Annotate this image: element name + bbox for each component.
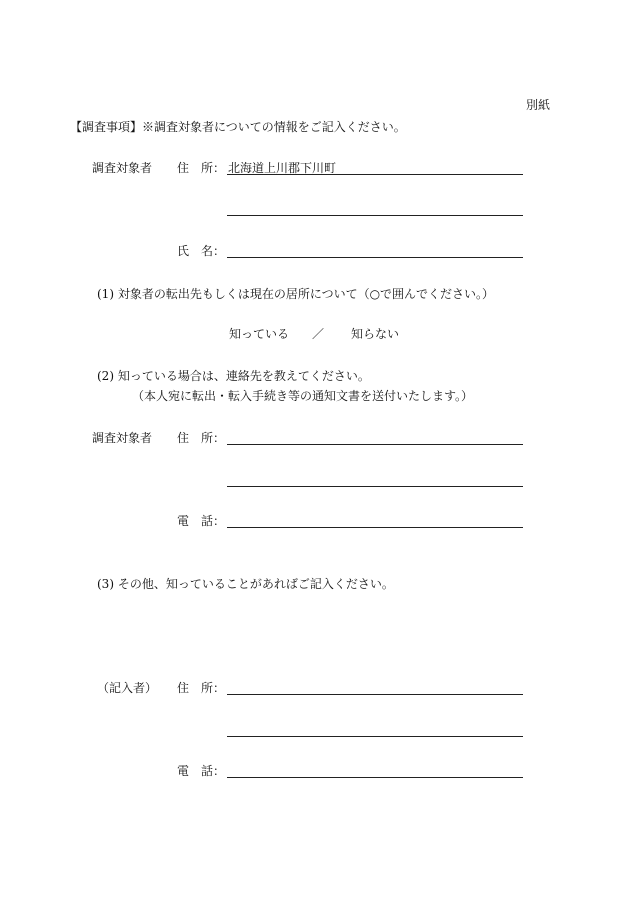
contact-address-line-2[interactable]: [227, 486, 523, 487]
option-know[interactable]: 知っている: [229, 327, 290, 341]
question-2: (2) 知っている場合は、連絡先を教えてください。: [97, 369, 370, 383]
writer-address-line-1[interactable]: [227, 694, 523, 695]
question-3: (3) その他、知っていることがあればご記入ください。: [97, 577, 394, 591]
subject-address-line-2[interactable]: [227, 215, 523, 216]
subject-address-value[interactable]: 北海道上川郡下川町: [228, 161, 337, 175]
writer-phone-label: 電 話：: [177, 764, 226, 778]
subject-name-line[interactable]: [227, 257, 523, 258]
contact-address-line-1[interactable]: [227, 444, 523, 445]
contact-phone-line[interactable]: [227, 527, 523, 528]
section-header: [70, 120, 406, 134]
writer-address-label: 住 所：: [177, 681, 226, 695]
writer-address-line-2[interactable]: [227, 736, 523, 737]
subject-address-label: 住 所：: [177, 161, 226, 175]
question-2-note: （本人宛に転出・転入手続き等の通知文書を送付いたします。）: [132, 389, 474, 403]
writer-phone-line[interactable]: [227, 777, 523, 778]
header-title: 【調査事項】: [70, 120, 143, 134]
subject-label: 調査対象者: [92, 161, 153, 175]
option-separator: ／: [312, 327, 325, 341]
contact-label: 調査対象者: [92, 431, 153, 445]
header-instruction: ※調査対象者についての情報をご記入ください。: [142, 120, 406, 134]
question-1: (1) 対象者の転出先もしくは現在の居所について（○で囲んでください。）: [97, 287, 495, 301]
other-info-area[interactable]: [97, 600, 523, 670]
subject-address-line-1[interactable]: [227, 174, 523, 175]
contact-address-label: 住 所：: [177, 431, 226, 445]
contact-phone-label: 電 話：: [177, 514, 226, 528]
subject-name-label: 氏 名：: [177, 244, 226, 258]
option-dont-know[interactable]: 知らない: [351, 327, 400, 341]
annex-label: 別紙: [526, 98, 551, 112]
writer-label: （記入者）: [97, 681, 158, 695]
